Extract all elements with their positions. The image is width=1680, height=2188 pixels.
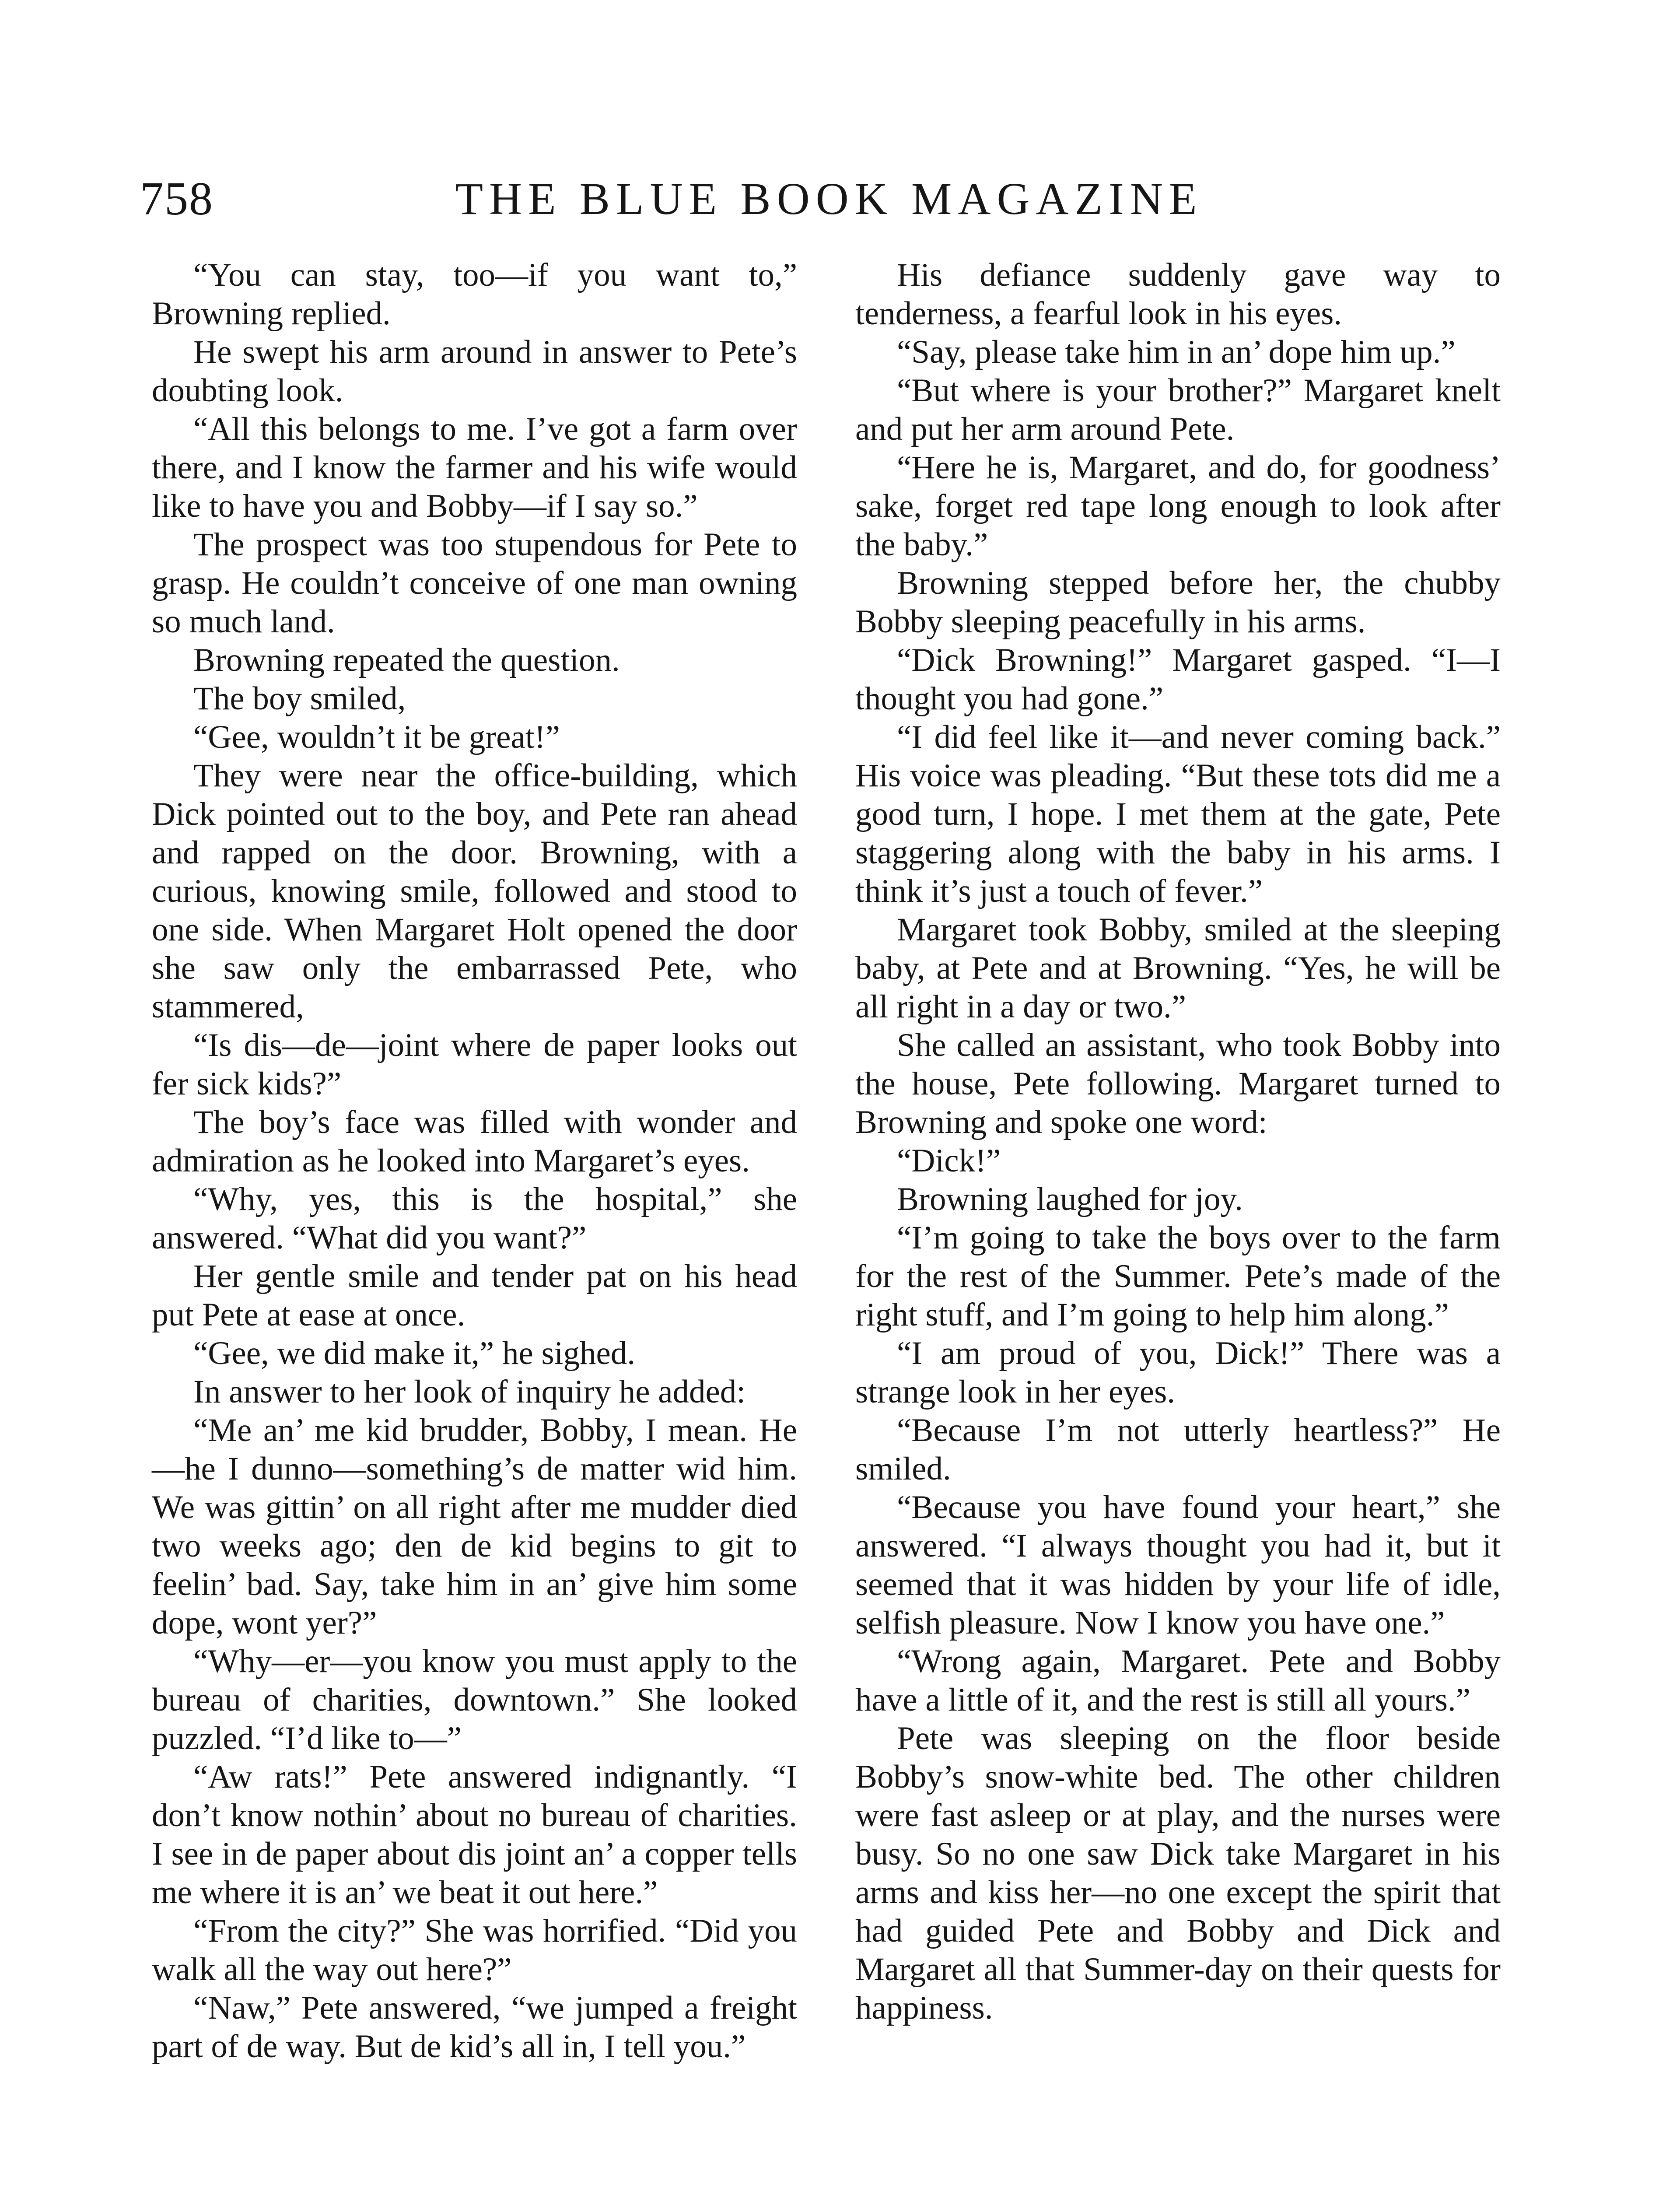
paragraph: “Say, please take him in an’ dope him up.”: [897, 334, 1456, 370]
paragraph: “Here he is, Margaret, and do, for goodness’ sake, forget red tape long enough to look after the baby.”: [855, 449, 1501, 563]
paragraph: The boy’s face was filled with wonder and admiration as he looked into Margaret’s eyes.: [152, 1104, 797, 1179]
paragraph: “Gee, we did make it,” he sighed.: [193, 1335, 636, 1371]
paragraph: The prospect was too stupendous for Pete to grasp. He couldn’t conceive of one man owning so much land.: [152, 526, 797, 640]
paragraph: “Because you have found your heart,” she answered. “I always thought you had it, but it seemed that it was hidden by your life of idle, selfish pleasure. Now I know you have one.”: [855, 1489, 1501, 1641]
paragraph: Pete was sleeping on the floor beside Bobby’s snow-white bed. The other children were fast asleep or at play, and the nurses were busy. So no one saw Dick take Margaret in his arms and kiss her—no one except the spirit that had guided Pete and Bobby and Dick and Margaret all that Summer-day on their quests for happiness.: [855, 1720, 1501, 2026]
paragraph: Browning repeated the question.: [193, 642, 620, 678]
paragraph: “Dick Browning!” Margaret gasped. “I—I thought you had gone.”: [855, 642, 1501, 717]
paragraph: “Wrong again, Margaret. Pete and Bobby have a little of it, and the rest is still all yours.”: [855, 1643, 1501, 1718]
paragraph: The boy smiled,: [193, 680, 406, 717]
paragraph: Margaret took Bobby, smiled at the sleeping baby, at Pete and at Browning. “Yes, he will be all right in a day or two.”: [855, 912, 1501, 1025]
paragraph: His defiance suddenly gave way to tenderness, a fearful look in his eyes.: [855, 257, 1501, 332]
paragraph: “I’m going to take the boys over to the farm for the rest of the Summer. Pete’s made of the right stuff, and I’m going to help him along.”: [855, 1220, 1501, 1333]
paragraph: “Why, yes, this is the hospital,” she answered. “What did you want?”: [152, 1181, 797, 1256]
paragraph: “Me an’ me kid brudder, Bobby, I mean. He—he I dunno—something’s de matter wid him. We was gittin’ on all right after me mudder died two weeks ago; den de kid begins to git to feelin’ bad. Say, take him in an’ give him some dope, wont yer?”: [152, 1412, 797, 1641]
paragraph: “Why—er—you know you must apply to the bureau of charities, downtown.” She looked puzzled. “I’d like to—”: [152, 1643, 797, 1757]
page-header: [140, 171, 1518, 241]
paragraph: In answer to her look of inquiry he added:: [193, 1374, 746, 1410]
paragraph: “You can stay, too—if you want to,” Browning replied.: [152, 257, 797, 332]
paragraph: “But where is your brother?” Margaret knelt and put her arm around Pete.: [855, 372, 1501, 447]
right-text-column: [855, 256, 1501, 2027]
paragraph: She called an assistant, who took Bobby into the house, Pete following. Margaret turned to Browning and spoke one word:: [855, 1027, 1501, 1140]
paragraph: “Naw,” Pete answered, “we jumped a freight part of de way. But de kid’s all in, I tell you.”: [152, 1990, 797, 2065]
paragraph: He swept his arm around in answer to Pete’s doubting look.: [152, 334, 797, 409]
paragraph: “Gee, wouldn’t it be great!”: [193, 719, 560, 755]
running-title: THE BLUE BOOK MAGAZINE: [455, 174, 1203, 224]
page-number: 758: [140, 173, 214, 225]
paragraph: Her gentle smile and tender pat on his head put Pete at ease at once.: [152, 1258, 797, 1333]
paragraph: “Aw rats!” Pete answered indignantly. “I don’t know nothin’ about no bureau of charities. I see in de paper about dis joint an’ a copper tells me where it is an’ we beat it out here.”: [152, 1759, 797, 1911]
left-text-column: [152, 256, 797, 2066]
paragraph: Browning stepped before her, the chubby Bobby sleeping peacefully in his arms.: [855, 565, 1501, 640]
paragraph: “All this belongs to me. I’ve got a farm over there, and I know the farmer and his wife would like to have you and Bobby—if I say so.”: [152, 411, 797, 524]
paragraph: “Dick!”: [897, 1143, 1001, 1179]
paragraph: “Because I’m not utterly heartless?” He smiled.: [855, 1412, 1501, 1487]
paragraph: “I am proud of you, Dick!” There was a strange look in her eyes.: [855, 1335, 1501, 1410]
paragraph: Browning laughed for joy.: [897, 1181, 1243, 1217]
paragraph: “I did feel like it—and never coming back.” His voice was pleading. “But these tots did me a good turn, I hope. I met them at the gate, Pete staggering along with the baby in his arms. I think it’s just a touch of fever.”: [855, 719, 1501, 909]
paragraph: “From the city?” She was horrified. “Did you walk all the way out here?”: [152, 1913, 797, 1988]
paragraph: They were near the office-building, which Dick pointed out to the boy, and Pete ran ahead and rapped on the door. Browning, with a curious, knowing smile, followed and stood to one side. When Margaret Holt opened the door she saw only the embarrassed Pete, who stammered,: [152, 757, 797, 1025]
paragraph: “Is dis—de—joint where de paper looks out fer sick kids?”: [152, 1027, 797, 1102]
